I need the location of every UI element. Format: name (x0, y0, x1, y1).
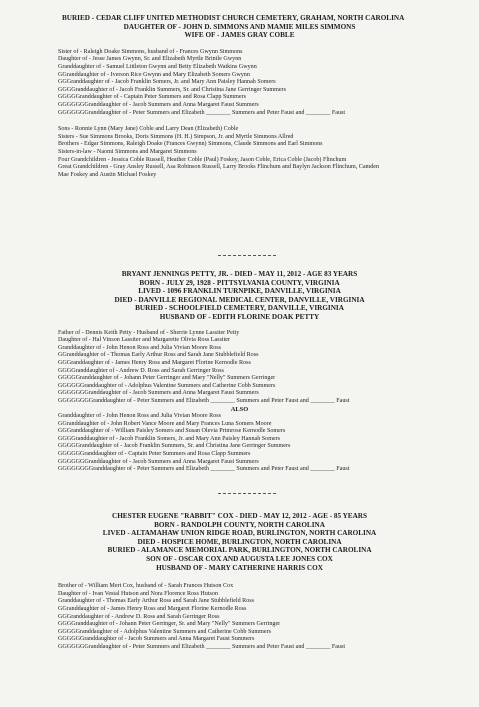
entry-line: GGGGGranddaughter of - Adolphus Valentine Summers and Catherine Cobb Summers (58, 628, 271, 635)
entry-line: GGGGranddaughter of - Jacob Franklin Summers, Sr. and Christina Jane Gerringer Summers (58, 86, 286, 93)
section-1-header-line: BURIED - CEDAR CLIFF UNITED METHODIST CHURCH CEMETERY, GRAHAM, NORTH CAROLINA (62, 14, 405, 22)
entry-line: GGGGGGranddaughter of - Captain Peter Summers and Rosa Clapp Summers (58, 451, 251, 458)
entry-line: Mae Foskey and Austin Michael Foskey (58, 171, 157, 178)
entry-line: GGGGGGGranddaughter of - Jacob Summers and Anna Margaret Faust Summers (58, 458, 259, 465)
entry-line: GGGGGGGranddaughter of - Jacob Summers and Anna Margaret Faust Summers (58, 390, 259, 397)
entry-line: GGranddaughter of - John Robert Vance Moore and Mary Frances Luna Somers Moore (58, 420, 272, 427)
entry-line: Great Grandchildren - Gray Ansley Russell, Asa Robinson Russell, Larry Brooks Flinchum and Baylyn Jackson Flinchum, Camden (58, 164, 380, 171)
section-2-header-line: BURIED - SCHOOLFIELD CEMETERY, DANVILLE, VIRGINIA (135, 304, 344, 313)
entry-line: GGGGGGGranddaughter of - Peter Summers and Elizabeth ________ Summers and Peter Faust and ________ Faust (58, 643, 346, 650)
entry-line: GGGranddaughter of - Andrew D. Ross and Sarah Gerringer Ross (58, 613, 220, 620)
entry-line: Granddaughter of - Thomas Early Arthur Ross and Sarah Jane Stubblefield Ross (58, 598, 255, 605)
section-1 (0, 14, 479, 179)
section-divider (218, 493, 276, 494)
entry-line: Daughter of - Jesse James Gwynn, Sr. and Elizabeth Myrtle Brintle Gwynn (58, 56, 242, 63)
entry-line: Daughter of - Ivan Vestal Hutson and Nora Florence Ross Hutson (58, 590, 218, 597)
section-2-header-line: DIED - DANVILLE REGIONAL MEDICAL CENTER, DANVILLE, VIRGINIA (114, 295, 365, 304)
section-2 (0, 270, 479, 474)
entry-line: GGGGranddaughter of - Andrew D. Ross and Sarah Gerringer Ross (58, 367, 224, 374)
entry-line: Granddaughter of - John Henon Ross and Julia Vivian Moore Ross (58, 344, 222, 351)
entry-line: GGGGranddaughter of - Johann Peter Gerringer, Sr. and Mary "Nelly" Summers Gerringer (58, 621, 281, 628)
entry-line: GGGranddaughter of - William Paisley Somers and Susan Olevia Primrose Kernodle Somers (58, 428, 286, 435)
entry-line: GGGGranddaughter of - Jacob Franklin Somers, Jr. and Mary Ann Paisley Hannah Somers (58, 435, 281, 442)
entry-line: GGranddaughter of - Thomas Early Arthur Ross and Sarah Jane Stubblefield Ross (58, 352, 259, 359)
section-3-header-line: BORN - RANDOLPH COUNTY, NORTH CAROLINA (154, 520, 325, 529)
entry-line: GGGranddaughter of - Jacob Franklin Somers, Jr. and Mary Ann Paisley Hannah Somers (58, 79, 276, 86)
entry-line: Brother of - William Mert Cox, husband of - Sarah Frances Hutson Cox (58, 583, 234, 590)
section-2-header-line: HUSBAND OF - EDITH FLORINE DOAK PETTY (159, 312, 320, 321)
entry-line: GGranddaughter of - James Henry Ross and Margaret Florine Kernodle Ross (58, 605, 247, 612)
entry-line: GGGGGGranddaughter of - Jacob Summers and Anna Margaret Faust Summers (58, 636, 255, 643)
section-1-header-line: DAUGHTER OF - JOHN D. SIMMONS AND MAMIE MILES SIMMONS (123, 22, 356, 31)
entry-line: Granddaughter of - Samuel Littleton Gwynn and Betty Elizabeth Watkins Gwynn (58, 63, 257, 70)
entry-line: GGGGGranddaughter of - Johann Peter Gerringer and Mary "Nelly" Summers Gerringer (58, 375, 276, 382)
entry-line: GGGranddaughter of - James Henry Ross and Margaret Florine Kernodle Ross (58, 359, 251, 366)
section-3 (0, 512, 479, 652)
section-1-header-line: WIFE OF - JAMES GRAY COBLE (184, 31, 295, 40)
section-3-header-line: LIVED - ALTAMAHAW UNION RIDGE ROAD, BURLINGTON, NORTH CAROLINA (102, 529, 377, 538)
section-3-header-line: BURIED - ALAMANCE MEMORIAL PARK, BURLINGTON, NORTH CAROLINA (107, 546, 372, 555)
section-divider (218, 255, 276, 256)
entry-line: GGGGGGGranddaughter of - Peter Summers and Elizabeth ________ Summers and Peter Faust and ________ Faust (58, 109, 346, 116)
entry-line: GGranddaughter of - Iverson Rice Gwynn and Mary Elizabeth Somers Gwynn (58, 71, 250, 78)
entry-line: GGGGGranddaughter of - Jacob Franklin Summers, Sr. and Christina Jane Gerringer Summers (58, 443, 291, 450)
entry-line: GGGGGGGGranddaughter of - Peter Summers and Elizabeth ________ Summers and Peter Faust and ________ Faust (58, 466, 350, 473)
section-3-header-line: DIED - HOSPICE HOME, BURLINGTON, NORTH CAROLINA (137, 537, 342, 546)
entry-line: Four Grandchildren - Jessica Coble Russell, Heather Coble (Paul) Foskey, Jason Coble, Erica Coble (Jacob) Flinchum (58, 156, 347, 163)
entry-line: GGGGGGGGranddaughter of - Peter Summers and Elizabeth ________ Summers and Peter Faust and ________ Faust (58, 397, 350, 404)
entry-line: Sons - Ronnie Lynn (Mary Jane) Coble and Larry Dean (Elizabeth) Coble (58, 126, 239, 133)
entry-line: Sister of - Raleigh Doake Simmons, husband of - Frances Gwynn Simmons (58, 48, 243, 55)
also-label: ALSO (230, 405, 249, 413)
entry-line: GGGGGGranddaughter of - Adolphus Valentine Summers and Catherine Cobb Summers (58, 382, 276, 389)
entry-line: Sisters - Sue Simmons Brooks, Doris Simmons (H. H.) Simpson, Jr. and Myrtle Simmons Allred (58, 133, 294, 140)
section-2-header-line: BRYANT JENNINGS PETTY, JR. - DIED - MAY 11, 2012 - AGE 83 YEARS (121, 270, 358, 278)
section-2-header-line: LIVED - 1096 FRANKLIN TURNPIKE, DANVILLE, VIRGINIA (138, 287, 341, 296)
entry-line: GGGGGranddaughter of - Captain Peter Summers and Rosa Clapp Summers (58, 94, 247, 101)
section-2-header-line: BORN - JULY 29, 1928 - PITTSYLVANIA COUNTY, VIRGINIA (139, 278, 340, 287)
section-3-header-line: HUSBAND OF - MARY CATHERINE HARRIS COX (156, 563, 323, 572)
entry-line: Brothers - Edgar Simmons, Raleigh Doake (Frances Gwynn) Simmons, Claude Simmons and Earl Simmons (58, 141, 323, 148)
entry-line: Granddaughter of - John Henon Ross and Julia Vivian Moore Ross (58, 413, 222, 420)
entry-line: GGGGGGGranddaughter of - Jacob Summers and Anna Margaret Faust Summers (58, 101, 259, 108)
entry-line: Father of - Dennis Keith Petty - Husband of - Sherrie Lynne Lassiter Petty (58, 329, 240, 336)
entry-line: Sisters-in-law - Naomi Simmons and Margaret Simmons (58, 148, 197, 155)
section-3-header-line: CHESTER EUGENE "RABBIT" COX - DIED - MAY 12, 2012 - AGE - 85 YEARS (112, 512, 367, 520)
section-3-header-line: SON OF - OSCAR COX AND AUGUSTA LEE JONES COX (146, 554, 333, 563)
entry-line: Daughter of - Hal Vinson Lassiter and Margarette Olivia Ross Lassiter (58, 337, 231, 344)
